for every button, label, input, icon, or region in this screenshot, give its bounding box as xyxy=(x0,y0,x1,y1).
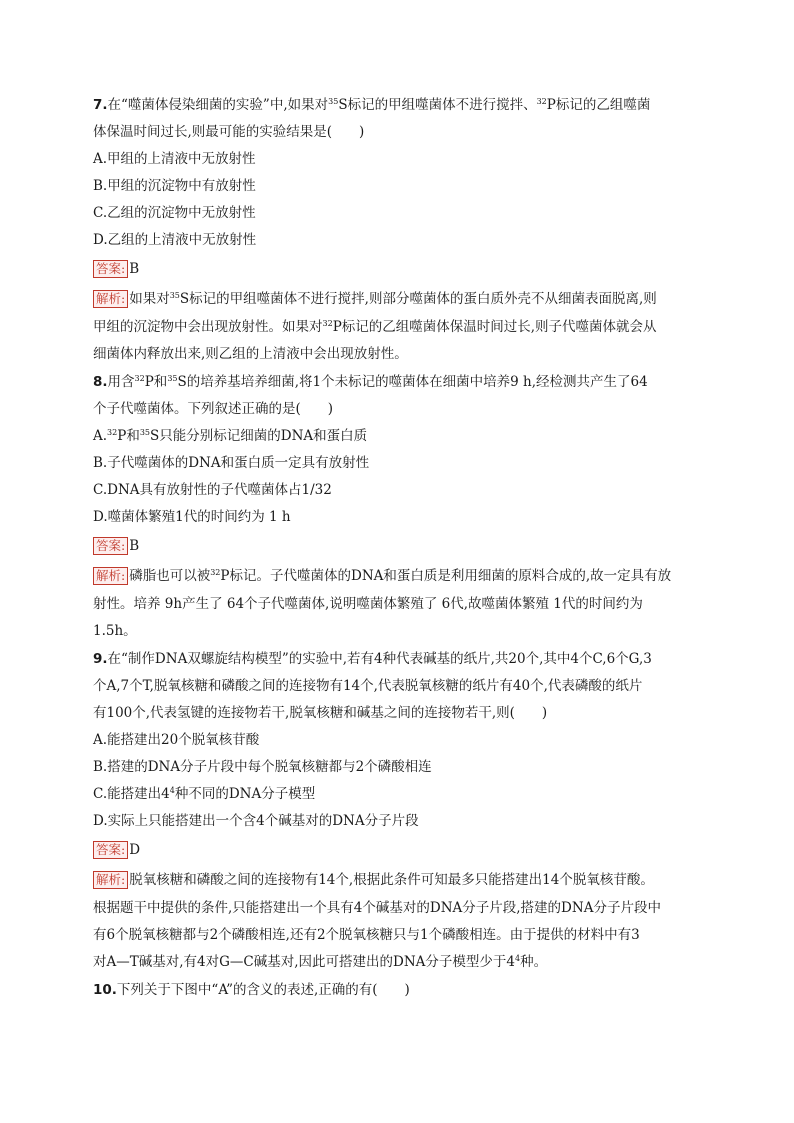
answer-tag: 答案: xyxy=(93,260,128,278)
q9-analysis-line3: 有6个脱氧核糖都与2个磷酸相连,还有2个脱氧核糖只与1个磷酸相连。由于提供的材料中有3 xyxy=(93,927,640,943)
q9-option-b: B.搭建的DNA分子片段中每个脱氧核糖都与2个磷酸相连 xyxy=(93,759,432,775)
q7-stem-line1: 7.在“噬菌体侵染细菌的实验”中,如果对$^{35}$S标记的甲组噬菌体不进行搅拌、$^{32}$P标记的乙组噬菌 xyxy=(93,97,651,113)
q8-stem-line1: 8.用含$^{32}$P和$^{35}$S的培养基培养细菌,将1个未标记的噬菌体在细菌中培养9 h,经检测共产生了64 xyxy=(93,374,648,390)
q8-analysis-line3: 1.5h。 xyxy=(93,623,137,639)
answer-tag: 答案: xyxy=(93,537,128,555)
q9-analysis-line2: 根据题干中提供的条件,只能搭建出一个具有4个碱基对的DNA分子片段,搭建的DNA分子片段中 xyxy=(93,900,661,916)
q8-option-c: C.DNA具有放射性的子代噬菌体占1/32 xyxy=(93,482,332,498)
answer-value: D xyxy=(129,842,141,858)
q9-stem-line2: 个A,7个T,脱氧核糖和磷酸之间的连接物有14个,代表脱氧核糖的纸片有40个,代表磷酸的纸片 xyxy=(93,678,643,694)
q9-option-d: D.实际上只能搭建出一个含4个碱基对的DNA分子片段 xyxy=(93,813,419,829)
q7-analysis-line3: 细菌体内释放出来,则乙组的上清液中会出现放射性。 xyxy=(93,346,408,362)
q8-option-b: B.子代噬菌体的DNA和蛋白质一定具有放射性 xyxy=(93,455,370,471)
question-number: 8. xyxy=(93,374,108,390)
q9-analysis-line1: 解析: 脱氧核糖和磷酸之间的连接物有14个,根据此条件可知最多只能搭建出14个脱氧核苷酸。 xyxy=(93,871,654,889)
q8-analysis-line2: 射性。培养 9h产生了 64个子代噬菌体,说明噬菌体繁殖了 6代,故噬菌体繁殖 1代的时间约为 xyxy=(93,596,643,612)
q9-answer xyxy=(93,841,140,859)
q9-option-a: A.能搭建出20个脱氧核苷酸 xyxy=(93,732,260,748)
q8-answer xyxy=(93,537,139,555)
answer-value: B xyxy=(129,261,140,277)
question-number: 9. xyxy=(93,651,108,667)
q8-option-a: A.$^{32}$P和$^{35}$S只能分别标记细菌的DNA和蛋白质 xyxy=(93,428,368,444)
q7-analysis-line1: 解析: 如果对$^{35}$S标记的甲组噬菌体不进行搅拌,则部分噬菌体的蛋白质外壳不从细菌表面脱离,则 xyxy=(93,290,657,308)
q9-stem-line3: 有100个,代表氢键的连接物若干,脱氧核糖和碱基之间的连接物若干,则( ) xyxy=(93,705,548,721)
question-number: 10. xyxy=(93,982,117,998)
q8-option-d: D.噬菌体繁殖1代的时间约为 1 h xyxy=(93,509,291,525)
q7-option-c: C.乙组的沉淀物中无放射性 xyxy=(93,205,256,221)
analysis-tag: 解析: xyxy=(93,567,128,585)
analysis-tag: 解析: xyxy=(93,290,128,308)
q7-option-d: D.乙组的上清液中无放射性 xyxy=(93,232,257,248)
q7-stem-line2: 体保温时间过长,则最可能的实验结果是( ) xyxy=(93,124,365,140)
q7-option-b: B.甲组的沉淀物中有放射性 xyxy=(93,178,256,194)
q8-stem-line2: 个子代噬菌体。下列叙述正确的是( ) xyxy=(93,401,334,417)
q7-answer xyxy=(93,260,139,278)
q10-stem: 10.下列关于下图中“A”的含义的表述,正确的有( ) xyxy=(93,982,410,998)
q9-analysis-line4: 对A—T碱基对,有4对G—C碱基对,因此可搭建出的DNA分子模型少于$4^4$种。 xyxy=(93,954,548,970)
q9-option-c: C.能搭建出$4^4$种不同的DNA分子模型 xyxy=(93,786,316,802)
q7-analysis-line2: 甲组的沉淀物中会出现放射性。如果对$^{32}$P标记的乙组噬菌体保温时间过长,则子代噬菌体就会从 xyxy=(93,319,657,335)
analysis-tag: 解析: xyxy=(93,871,128,889)
answer-tag: 答案: xyxy=(93,841,128,859)
question-number: 7. xyxy=(93,97,108,113)
q7-option-a: A.甲组的上清液中无放射性 xyxy=(93,151,256,167)
answer-value: B xyxy=(129,538,140,554)
q9-stem-line1: 9.在“制作DNA双螺旋结构模型”的实验中,若有4种代表碱基的纸片,共20个,其中4个C,6个G,3 xyxy=(93,651,652,667)
q8-analysis-line1: 解析: 磷脂也可以被$^{32}$P标记。子代噬菌体的DNA和蛋白质是利用细菌的原料合成的,故一定具有放 xyxy=(93,567,671,585)
